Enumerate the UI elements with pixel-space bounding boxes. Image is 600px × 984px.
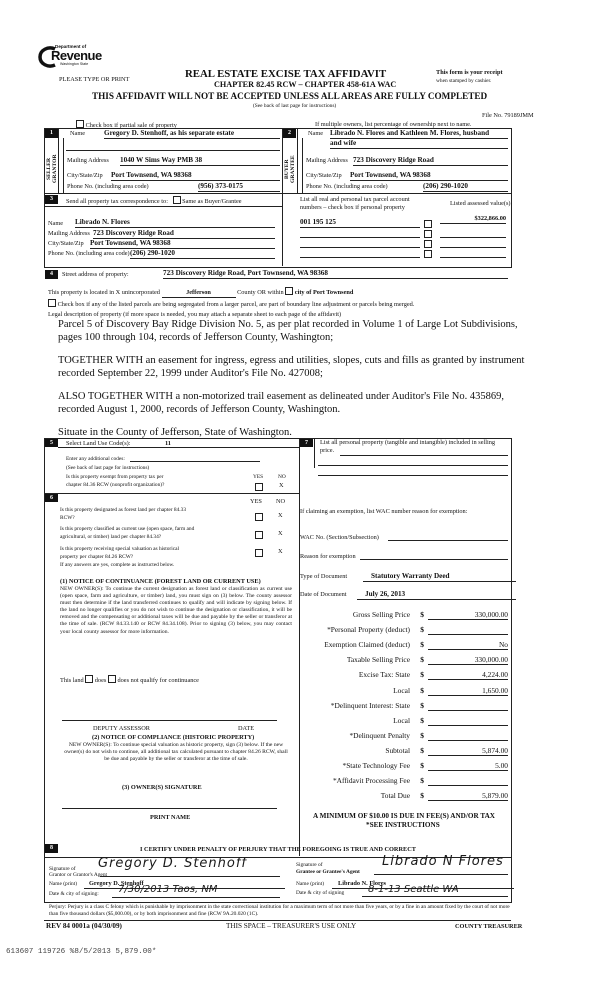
grantee-name[interactable]: Librado N. Flores <box>332 880 514 889</box>
personal-property-field-1[interactable] <box>340 455 508 456</box>
amount-currency: $ <box>420 640 424 649</box>
legal-paragraph-1: Parcel 5 of Discovery Bay Ridge Division No. 5, as per plat recorded in Volume 1 of Large Lot Subdivisions, pages 100 through 104, records of Jefferson County, Washington; <box>58 319 518 343</box>
please-type-text: PLEASE TYPE OR PRINT <box>59 76 130 83</box>
seller-name-label: Name <box>70 130 86 137</box>
buyer-name-2[interactable]: and wife <box>330 139 508 149</box>
parcel-1-personal-checkbox[interactable] <box>424 220 432 228</box>
segregated-checkbox[interactable] <box>48 299 56 307</box>
section-6-badge: 6 <box>45 494 58 502</box>
receipt-note-2: when stamped by cashier. <box>436 78 492 84</box>
parcels-heading-2: numbers – check box if personal property <box>300 204 405 211</box>
current-use-yes-checkbox[interactable] <box>255 531 263 539</box>
amount-currency: $ <box>420 791 424 800</box>
amount-value[interactable] <box>428 716 508 726</box>
legal-paragraph-3: ALSO TOGETHER WITH a non-motorized trail easement as delineated under Auditor's File No. 435869, recorded August 1, 2000, records of Jefferson County, Washington. <box>58 391 505 415</box>
amount-value[interactable]: 4,224.00 <box>428 670 508 680</box>
deputy-assessor-signature[interactable] <box>62 720 277 721</box>
tax-corr-name[interactable]: Librado N. Flores <box>75 218 275 228</box>
amount-value[interactable] <box>428 731 508 741</box>
section-2-badge: 2 <box>283 129 296 138</box>
forest-question-a: Is this property designated as forest land per chapter 84.33 <box>60 507 187 513</box>
amount-label: Local <box>393 686 410 695</box>
land-use-code[interactable]: 11 <box>165 440 171 447</box>
tax-corr-phone-label: Phone No. (including area code) <box>48 250 130 257</box>
seller-phone[interactable]: (956) 373-0175 <box>198 182 280 192</box>
tax-corr-mailing[interactable]: 723 Discovery Ridge Road <box>93 229 275 239</box>
historic-question-a: Is this property receiving special valuation as historical <box>60 546 180 552</box>
exempt-yes-label: YES <box>253 474 264 480</box>
buyer-name-label: Name <box>308 130 324 137</box>
grantee-sig-label-1: Signature of <box>296 862 323 868</box>
section-7-badge: 7 <box>300 439 313 447</box>
seller-side-label: SELLER GRANTOR <box>46 154 58 184</box>
amount-value[interactable] <box>428 701 508 711</box>
amount-label: Taxable Selling Price <box>346 655 410 664</box>
grantor-date-label: Date & city of signing: <box>49 891 99 897</box>
certify-heading: I CERTIFY UNDER PENALTY OF PERJURY THAT THE FOREGOING IS TRUE AND CORRECT <box>140 846 416 853</box>
does-not-checkbox[interactable] <box>108 675 116 683</box>
parcel-row-3[interactable] <box>300 247 420 248</box>
doc-date-label: Date of Document <box>300 591 347 598</box>
section-4-badge: 4 <box>45 270 58 279</box>
answers-yes-note: If any answers are yes, complete as instructed below. <box>60 562 175 568</box>
historic-question-b: property per chapter 84.26 RCW? <box>60 554 134 560</box>
buyer-mailing-label: Mailing Address <box>306 157 348 164</box>
form-chapter: CHAPTER 82.45 RCW – CHAPTER 458-61A WAC <box>214 80 397 89</box>
sec6-yes-label: YES <box>250 498 262 505</box>
seller-city[interactable]: Port Townsend, WA 98368 <box>111 171 280 181</box>
doc-type-value[interactable]: Statutory Warranty Deed <box>363 572 516 582</box>
exemption-reason-label: Reason for exemption <box>300 553 356 560</box>
sec6-no-label: NO <box>276 498 286 505</box>
grantee-date-label: Date & city of signing <box>296 890 345 896</box>
land-use-label: Select Land Use Code(s): <box>66 440 131 447</box>
buyer-city[interactable]: Port Townsend, WA 98368 <box>350 171 508 181</box>
amount-label: Total Due <box>380 791 410 800</box>
amount-value[interactable]: 5.00 <box>428 761 508 771</box>
seller-name[interactable]: Gregory D. Stenhoff, as his separate estate <box>104 129 280 139</box>
logo-small-text: Department of <box>55 44 87 49</box>
location-county[interactable]: Jefferson <box>162 289 236 298</box>
amount-label: Local <box>393 716 410 725</box>
tax-corr-heading: Send all property tax correspondence to: Same as Buyer/Grantee <box>66 198 242 205</box>
form-revision: REV 84 0001a (04/30/09) <box>46 922 122 930</box>
additional-codes-label: Enter any additional codes: <box>66 456 125 462</box>
amount-label: *State Technology Fee <box>342 761 410 770</box>
print-name-label: PRINT NAME <box>150 814 191 821</box>
exempt-no-label: NO <box>278 474 286 480</box>
doc-date-value[interactable]: July 26, 2013 <box>357 590 516 600</box>
amount-label: *Delinquent Interest: State <box>330 701 410 710</box>
amount-currency: $ <box>420 761 424 770</box>
historic-no-mark[interactable]: X <box>278 548 283 555</box>
exempt-yes-checkbox[interactable] <box>255 483 263 491</box>
seller-mailing-label: Mailing Address <box>67 157 109 164</box>
amount-label: Excise Tax: State <box>358 670 410 679</box>
seller-mailing[interactable]: 1040 W Sims Way PMB 38 <box>120 156 280 166</box>
parcels-heading-1: List all real and personal tax parcel account <box>300 196 410 203</box>
continuance-line: This land does does not qualify for continuance <box>60 677 199 684</box>
street-address[interactable]: 723 Discovery Ridge Road, Port Townsend, WA 98368 <box>163 269 508 279</box>
amount-label: *Delinquent Penalty <box>349 731 410 740</box>
grantor-date[interactable]: 7/30/2013 Taos, NM <box>118 884 218 895</box>
notice-compliance-body: NEW OWNER(S): To continue special valuation as historic property, sign (3) below. If the new owner(s) do not wish to continue, all additional tax calculated pursuant to chapter 84.26 RCW, shall be due and payable by the seller or transferor at the time of sale. <box>64 742 288 763</box>
seller-city-label: City/State/Zip <box>67 172 103 179</box>
form-warning: THIS AFFIDAVIT WILL NOT BE ACCEPTED UNLESS ALL AREAS ARE FULLY COMPLETED <box>92 91 488 101</box>
section-1-badge: 1 <box>45 129 58 138</box>
legal-paragraph-2: TOGETHER WITH an easement for ingress, egress and utilities, slopes, cuts and fills as granted by instrument recorded September 22, 1999 under Auditor's File No. 427008; <box>58 355 525 379</box>
see-back-text: (See back of last page for instructions) <box>253 103 337 109</box>
grantor-name-label: Name (print) <box>49 881 77 887</box>
grantee-date[interactable]: 8-1-13 Seattle WA <box>368 884 459 895</box>
grantor-sig-label-1: Signature of <box>49 866 76 872</box>
parcel-row-2[interactable] <box>300 237 420 238</box>
amount-currency: $ <box>420 701 424 710</box>
tax-corr-name-label: Name <box>48 220 64 227</box>
buyer-phone-label: Phone No. (including area code) <box>306 183 388 190</box>
grantee-signature: Librado N Flores <box>382 854 504 869</box>
exempt-question-2: chapter 84.36 RCW (nonprofit organization)? <box>66 482 165 488</box>
legal-label: Legal description of property (if more space is needed, you may attach a separate sheet to each page of the affidavit) <box>48 311 342 318</box>
segregated-line: Check box if any of the listed parcels are being segregated from a larger parcel, are part of boundary line adjustment or parcels being merged. <box>48 299 508 309</box>
amount-label: *Personal Property (deduct) <box>327 625 410 634</box>
amount-value[interactable]: No <box>428 640 508 650</box>
amount-currency: $ <box>420 716 424 725</box>
within-city-checkbox[interactable] <box>285 287 293 295</box>
exempt-no-mark[interactable]: X <box>279 482 284 489</box>
buyer-phone[interactable]: (206) 290-1020 <box>423 182 508 192</box>
parcel-4-personal-checkbox[interactable] <box>424 250 432 258</box>
amount-value[interactable]: 1,650.00 <box>428 686 508 696</box>
amount-value[interactable]: 330,000.00 <box>428 655 508 665</box>
land-use-see-back: (See back of last page for instructions) <box>66 465 150 471</box>
parcel-number-1[interactable]: 001 195 125 <box>300 218 420 228</box>
print-name-field[interactable] <box>62 808 277 809</box>
grantee-sig-label-2: Grantee or Grantee's Agent <box>296 869 360 875</box>
tax-corr-mailing-label: Mailing Address <box>48 230 90 237</box>
section-5-badge: 5 <box>45 439 58 447</box>
tax-corr-phone[interactable]: (206) 290-1020 <box>130 249 275 259</box>
parcel-3-personal-checkbox[interactable] <box>424 240 432 248</box>
buyer-mailing[interactable]: 723 Discovery Ridge Road <box>353 156 508 166</box>
amount-label: Gross Selling Price <box>352 610 410 619</box>
form-title: REAL ESTATE EXCISE TAX AFFIDAVIT <box>185 68 387 80</box>
same-as-buyer-checkbox[interactable] <box>173 196 181 204</box>
buyer-name-1[interactable]: Librado N. Flores and Kathleen M. Flores, husband <box>330 129 508 139</box>
notice-compliance-title: (2) NOTICE OF COMPLIANCE (HISTORIC PROPERTY) <box>92 734 255 741</box>
perjury-notice: Perjury: Perjury is a class C felony which is punishable by imprisonment in the state correctional institution for a maximum term of not more than five years, or by a fine in an amount fixed by the court of not more than five thousand dollars ($5,000.00), or by both imprisonment and fine (RCW 9A.20.020 (1C). <box>49 904 510 917</box>
amount-currency: $ <box>420 625 424 634</box>
notice-continuance-body: NEW OWNER(S): To continue the current designation as forest land or classification as current use (open space, farm and agriculture, or timber) land, you must sign on (3) below. The county assessor must then determine if the land transferred continues to qualify and will indicate by signing below. If the land no longer qualifies or you do not wish to continue the designation or classification, it will be removed and the compensating or additional taxes will be due and payable by the seller or transferor at the time of sale. (RCW 84.33.140 or RCW 84.34.108). Prior to signing (3) below, you may contact your local county assessor for more information. <box>60 586 292 635</box>
amount-currency: $ <box>420 746 424 755</box>
grantee-name-label: Name (print) <box>296 881 324 887</box>
deputy-assessor-label: DEPUTY ASSESSOR <box>93 725 150 732</box>
amount-label: Subtotal <box>385 746 410 755</box>
amount-value[interactable]: 5,879.00 <box>428 791 508 801</box>
file-number: File No. 79189JMM <box>482 112 534 119</box>
logo-sub-text: Washington State <box>60 62 89 66</box>
exemption-claim-label: If claiming an exemption, list WAC number reason for exemption: <box>300 508 468 515</box>
amount-currency: $ <box>420 670 424 679</box>
buyer-side-label: BUYER GRANTEE <box>284 155 296 183</box>
notice-continuance-title: (1) NOTICE OF CONTINUANCE (FOREST LAND OR CURRENT USE) <box>60 578 261 585</box>
grantor-sig-label-2: Grantor or Grantor's Agent <box>49 872 108 878</box>
grantee-signature-line[interactable] <box>374 874 508 875</box>
parcels-value-heading: Listed assessed value(s) <box>450 200 511 207</box>
seller-phone-label: Phone No. (including area code) <box>67 183 149 190</box>
additional-codes-field[interactable] <box>130 461 260 462</box>
amount-currency: $ <box>420 776 424 785</box>
amount-value[interactable]: 330,000.00 <box>428 610 508 620</box>
logo-main-text: Revenue <box>51 48 102 63</box>
tax-corr-city[interactable]: Port Townsend, WA 98368 <box>90 239 275 249</box>
exemption-reason-field[interactable] <box>360 559 508 560</box>
tax-corr-city-label: City/State/Zip <box>48 240 84 247</box>
owner-signature-label: (3) OWNER(S) SIGNATURE <box>122 784 202 791</box>
minimum-fee-note: A MINIMUM OF $10.00 IS DUE IN FEE(S) AND/OR TAX <box>313 812 495 820</box>
partial-sale-checkbox[interactable] <box>76 120 84 128</box>
historic-yes-checkbox[interactable] <box>255 549 263 557</box>
amount-currency: $ <box>420 610 424 619</box>
section-8-badge: 8 <box>45 844 58 853</box>
partial-sale-label: Check box if partial sale of property <box>76 120 177 130</box>
amount-value[interactable] <box>428 776 508 786</box>
amount-label: *Affidavit Processing Fee <box>332 776 410 785</box>
current-use-question-b: agricultural, or timber) land per chapter 84.34? <box>60 534 162 540</box>
wac-number-field[interactable] <box>388 540 508 541</box>
amount-label: Exemption Claimed (deduct) <box>324 640 410 649</box>
location-line: This property is located in X unincorporated Jefferson County OR within city of Port Townsend <box>48 289 354 296</box>
cashier-stamp: 613607 119726 %8/5/2013 5,879.00* <box>6 948 157 956</box>
parcel-value-1[interactable]: $322,866.00 <box>440 215 506 224</box>
street-label: Street address of property: <box>62 271 129 278</box>
forest-no-mark[interactable]: X <box>278 512 283 519</box>
parcel-row-4[interactable] <box>300 257 420 258</box>
forest-question-b: RCW? <box>60 515 75 521</box>
treasurer-space-label: THIS SPACE – TREASURER'S USE ONLY <box>226 922 357 930</box>
dor-logo <box>38 44 102 72</box>
amount-value[interactable] <box>428 625 508 635</box>
section-3-badge: 3 <box>45 195 58 204</box>
buyer-city-label: City/State/Zip <box>306 172 342 179</box>
county-treasurer-label: COUNTY TREASURER <box>455 923 523 930</box>
see-instructions-note: *SEE INSTRUCTIONS <box>366 821 440 829</box>
doc-type-label: Type of Document <box>300 573 348 580</box>
parcel-2-personal-checkbox[interactable] <box>424 230 432 238</box>
personal-property-label-2: price. <box>320 447 335 454</box>
forest-yes-checkbox[interactable] <box>255 513 263 521</box>
multiple-owners-label: If multiple owners, list percentage of ownership next to name. <box>315 121 472 128</box>
receipt-note-1: This form is your receipt <box>436 69 503 76</box>
current-use-no-mark[interactable]: X <box>278 530 283 537</box>
amount-currency: $ <box>420 686 424 695</box>
amount-currency: $ <box>420 655 424 664</box>
deputy-date-label: DATE <box>238 725 255 732</box>
grantor-signature: Gregory D. Stenhoff <box>98 856 247 871</box>
personal-property-label-1: List all personal property (tangible and intangible) included in selling <box>320 439 496 446</box>
amount-value[interactable]: 5,874.00 <box>428 746 508 756</box>
exempt-question-1: Is this property exempt from property tax per <box>66 474 164 480</box>
current-use-question-a: Is this property classified as current use (open space, farm and <box>60 526 195 532</box>
grantor-signature-line[interactable] <box>100 876 280 877</box>
personal-property-field-3[interactable] <box>318 475 508 476</box>
grantor-name[interactable]: Gregory D. Stenhoff <box>84 880 285 889</box>
wac-number-label: WAC No. (Section/Subsection) <box>300 534 379 541</box>
legal-paragraph-4: Situate in the County of Jefferson, State of Washington. <box>58 427 292 438</box>
amount-currency: $ <box>420 731 424 740</box>
personal-property-field-2[interactable] <box>318 465 508 466</box>
does-checkbox[interactable] <box>85 675 93 683</box>
